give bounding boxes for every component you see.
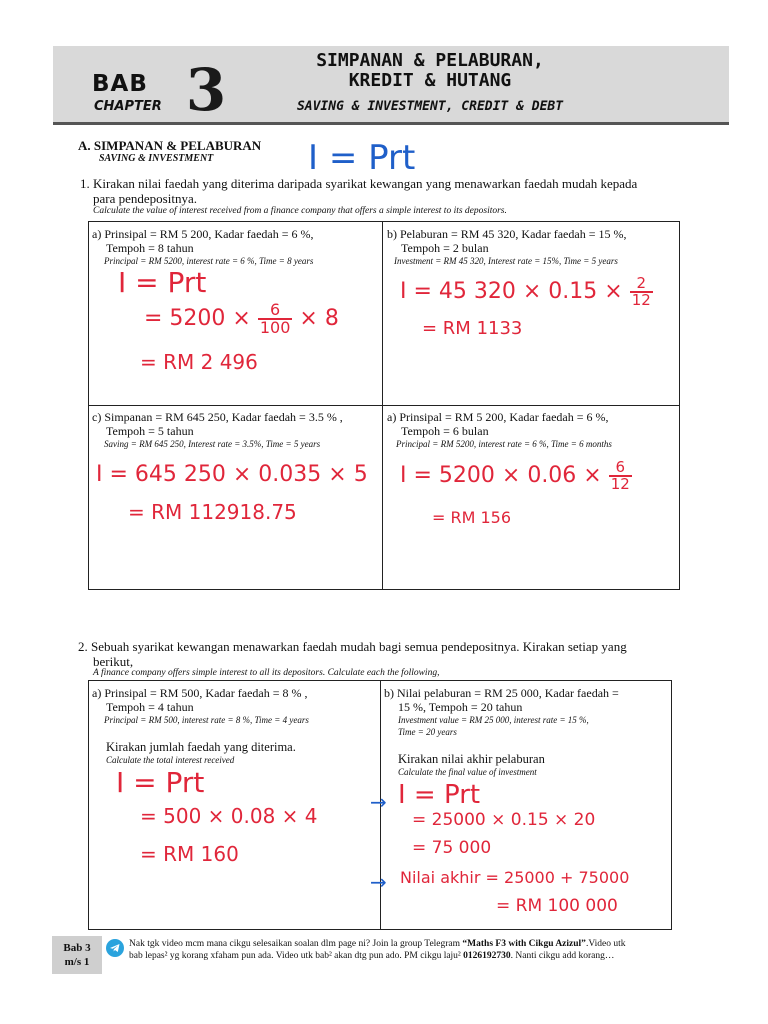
q1d-work-answer: = RM 156: [432, 508, 512, 527]
telegram-icon: [106, 939, 124, 957]
telegram-icon-glyph: [106, 939, 124, 957]
q1b-work-answer: = RM 1133: [422, 318, 523, 339]
q1a-given-english: Principal = RM 5200, interest rate = 6 %, Time = 8 years: [104, 256, 314, 266]
q2b-ask-english: Calculate the final value of investment: [398, 767, 537, 777]
formula-note-handwritten: I = Prt: [308, 138, 416, 178]
q1c-given-line2: Tempoh = 5 tahun: [106, 424, 194, 438]
q2a-ask-english: Calculate the total interest received: [106, 755, 235, 765]
q1b-given-line2: Tempoh = 2 bulan: [401, 241, 489, 255]
q2b-given-english-line2: Time = 20 years: [398, 727, 457, 737]
bab-label: BAB: [92, 71, 148, 97]
q2a-work-substitution: = 500 × 0.08 × 4: [140, 804, 318, 828]
arrow-icon: →: [370, 790, 387, 814]
arrow-icon: →: [370, 870, 387, 894]
q2b-work-answer: = RM 100 000: [496, 896, 618, 916]
q2b-given-english: Investment value = RM 25 000, interest rate = 15 %,: [398, 715, 589, 725]
q1c-work-answer: = RM 112918.75: [128, 500, 297, 524]
footer-telegram-note: [129, 938, 729, 962]
chapter-title-line2: KREDIT & HUTANG: [348, 70, 512, 91]
q1a-work-substitution: = 5200 × $\frac{6}{100}$ × 8: [144, 300, 339, 337]
q1c-given-english: Saving = RM 645 250, Interest rate = 3.5%, Time = 5 years: [104, 439, 321, 449]
q1-grid-horizontal-divider: [88, 405, 680, 406]
q2a-work-answer: = RM 160: [140, 842, 239, 866]
q2a-work-formula: I = Prt: [116, 766, 205, 799]
q1-text-english: Calculate the value of interest received from a finance company that offers a simple interest to its depositors.: [93, 206, 507, 216]
chapter-title-line1: SIMPANAN & PELABURAN,: [316, 50, 544, 71]
q1d-given-line2: Tempoh = 6 bulan: [401, 424, 489, 438]
q2a-given-line1: a) Prinsipal = RM 500, Kadar faedah = 8 % ,: [92, 686, 308, 700]
page-tab-chapter: Bab 3: [63, 942, 91, 954]
q1c-given-line1: c) Simpanan = RM 645 250, Kadar faedah = 3.5 % ,: [92, 410, 343, 424]
q2b-given-line1: b) Nilai pelaburan = RM 25 000, Kadar faedah =: [384, 686, 619, 700]
chapter-title-english: SAVING & INVESTMENT, CREDIT & DEBT: [296, 99, 564, 114]
q2b-given-line2: 15 %, Tempoh = 20 tahun: [398, 700, 523, 714]
q1b-work-substitution: I = 45 320 × 0.15 × $\frac{2}{12}$: [400, 274, 651, 309]
q1d-given-line1: a) Prinsipal = RM 5 200, Kadar faedah = 6 %,: [387, 410, 609, 424]
chapter-label: CHAPTER: [94, 99, 162, 114]
q1a-given-line2: Tempoh = 8 tahun: [106, 241, 194, 255]
q2a-ask: Kirakan jumlah faedah yang diterima.: [106, 740, 296, 754]
q2b-work-substitution: = 25000 × 0.15 × 20: [412, 810, 596, 830]
q1-text-line1: 1. Kirakan nilai faedah yang diterima daripada syarikat kewangan yang menawarkan faedah mudah kepada: [80, 176, 638, 191]
page-tab-page: m/s 1: [64, 956, 90, 968]
section-a-title-english: SAVING & INVESTMENT: [99, 153, 214, 164]
q1a-work-answer: = RM 2 496: [140, 350, 258, 374]
footer-line1: Nak tgk video mcm mana cikgu selesaikan soalan dlm page ni? Join la group Telegram “Maths F3 with Cikgu Azizul”.Video utk: [129, 939, 626, 949]
q2a-given-english: Principal = RM 500, interest rate = 8 %, Time = 4 years: [104, 715, 309, 725]
q2-text-line1: 2. Sebuah syarikat kewangan menawarkan faedah mudah bagi semua pendepositnya. Kirakan setiap yang: [78, 639, 627, 654]
q1b-given-line1: b) Pelaburan = RM 45 320, Kadar faedah = 15 %,: [387, 227, 627, 241]
q1-text-line2: para pendepositnya.: [93, 191, 197, 206]
q1b-given-english: Investment = RM 45 320, Interest rate = 15%, Time = 5 years: [394, 256, 618, 266]
q2a-given-line2: Tempoh = 4 tahun: [106, 700, 194, 714]
q1d-work-substitution: I = 5200 × 0.06 × $\frac{6}{12}$: [400, 458, 630, 493]
chapter-number: 3: [185, 56, 227, 124]
q1a-work-formula: I = Prt: [118, 266, 207, 299]
q1a-given-line1: a) Prinsipal = RM 5 200, Kadar faedah = 6 %,: [92, 227, 314, 241]
q2-text-english: A finance company offers simple interest to all its depositors. Calculate each the following,: [93, 668, 440, 678]
q1d-given-english: Principal = RM 5200, interest rate = 6 %, Time = 6 months: [396, 439, 612, 449]
page-tab: [52, 936, 102, 974]
q2-text-line2: berikut,: [93, 654, 134, 669]
section-a-title: A. SIMPANAN & PELABURAN: [78, 138, 262, 153]
q2b-work-final-value: Nilai akhir = 25000 + 75000: [400, 868, 630, 887]
q2b-ask: Kirakan nilai akhir pelaburan: [398, 752, 545, 766]
q1c-work-substitution: I = 645 250 × 0.035 × 5: [96, 462, 368, 487]
q2b-work-formula: I = Prt: [398, 780, 481, 810]
footer-line2: bab lepas² yg korang xfaham pun ada. Video utk bab² akan dtg pun ado. PM cikgu laju² 0126192730. Nanti cikgu add korang…: [129, 951, 615, 961]
q2b-work-interest: = 75 000: [412, 838, 492, 858]
